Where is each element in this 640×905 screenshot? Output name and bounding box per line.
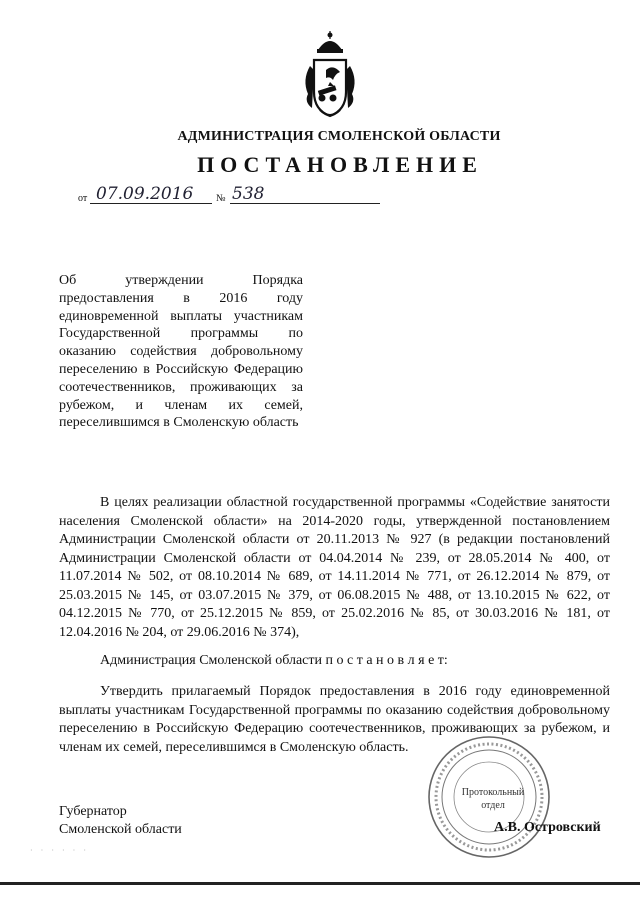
- decision-paragraph: Утвердить прилагаемый Порядок предоставления в 2016 году единовременной выплаты участникам Государственной программы по оказанию содействия добровольному переселению в Российскую Федерацию соотечественников, проживающих за рубежом, и членам их семей, переселившимся в Смоленскую область.: [59, 684, 610, 755]
- date-prefix: от: [78, 193, 88, 204]
- scan-noise: · · · · · ·: [30, 846, 89, 855]
- stamp-label-line2: отдел: [481, 800, 505, 811]
- coat-of-arms-emblem: [300, 30, 360, 122]
- signer-title-line1: Губернатор: [59, 804, 127, 819]
- stamp-label-line1: Протокольный: [461, 787, 525, 798]
- resolves-subject: Администрация Смоленской области: [100, 653, 323, 668]
- handwritten-date: 07.09.2016: [96, 184, 194, 204]
- resolution-line: [59, 652, 610, 671]
- document-subject: Об утверждении Порядка предоставления в 2016 году единовременной выплаты участникам Государственной программы по оказанию содействия добровольному переселению в Российскую Федерацию соотечественников, проживающих за рубежом, и членам их семей, переселившимся в Смоленскую область: [59, 273, 303, 431]
- resolves-verb: п о с т а н о в л я е т:: [325, 653, 448, 668]
- scan-bottom-edge: [0, 882, 640, 885]
- signer-title: [59, 803, 182, 838]
- stamp-label: [458, 786, 528, 812]
- organization-name: АДМИНИСТРАЦИЯ СМОЛЕНСКОЙ ОБЛАСТИ: [177, 129, 501, 144]
- registration-line: [78, 186, 298, 208]
- number-prefix: №: [216, 193, 226, 204]
- document-type-title: ПОСТАНОВЛЕНИЕ: [197, 152, 483, 177]
- handwritten-number: 538: [232, 184, 265, 204]
- signer-name: А.В. Островский: [494, 820, 601, 835]
- signer-title-line2: Смоленской области: [59, 821, 182, 837]
- preamble-paragraph: В целях реализации областной государственной программы «Содействие занятости населения Смоленской области» на 2014-2020 годы, утвержденной постановлением Администрации Смоленской области от 20.11.2013 № 927 (в редакции постановлений Администрации Смоленской области от 04.04.2014 № 239, от 28.05.2014 № 400, от 11.07.2014 № 502, от 08.10.2014 № 689, от 14.11.2014 № 771, от 26.12.2014 № 879, от 25.03.2015 № 145, от 03.07.2015 № 379, от 06.08.2015 № 488, от 13.10.2015 № 622, от 04.12.2015 № 770, от 25.12.2015 № 859, от 25.02.2016 № 85, от 30.03.2016 № 181, от 12.04.2016 № 204, от 29.06.2016 № 374),: [59, 495, 610, 640]
